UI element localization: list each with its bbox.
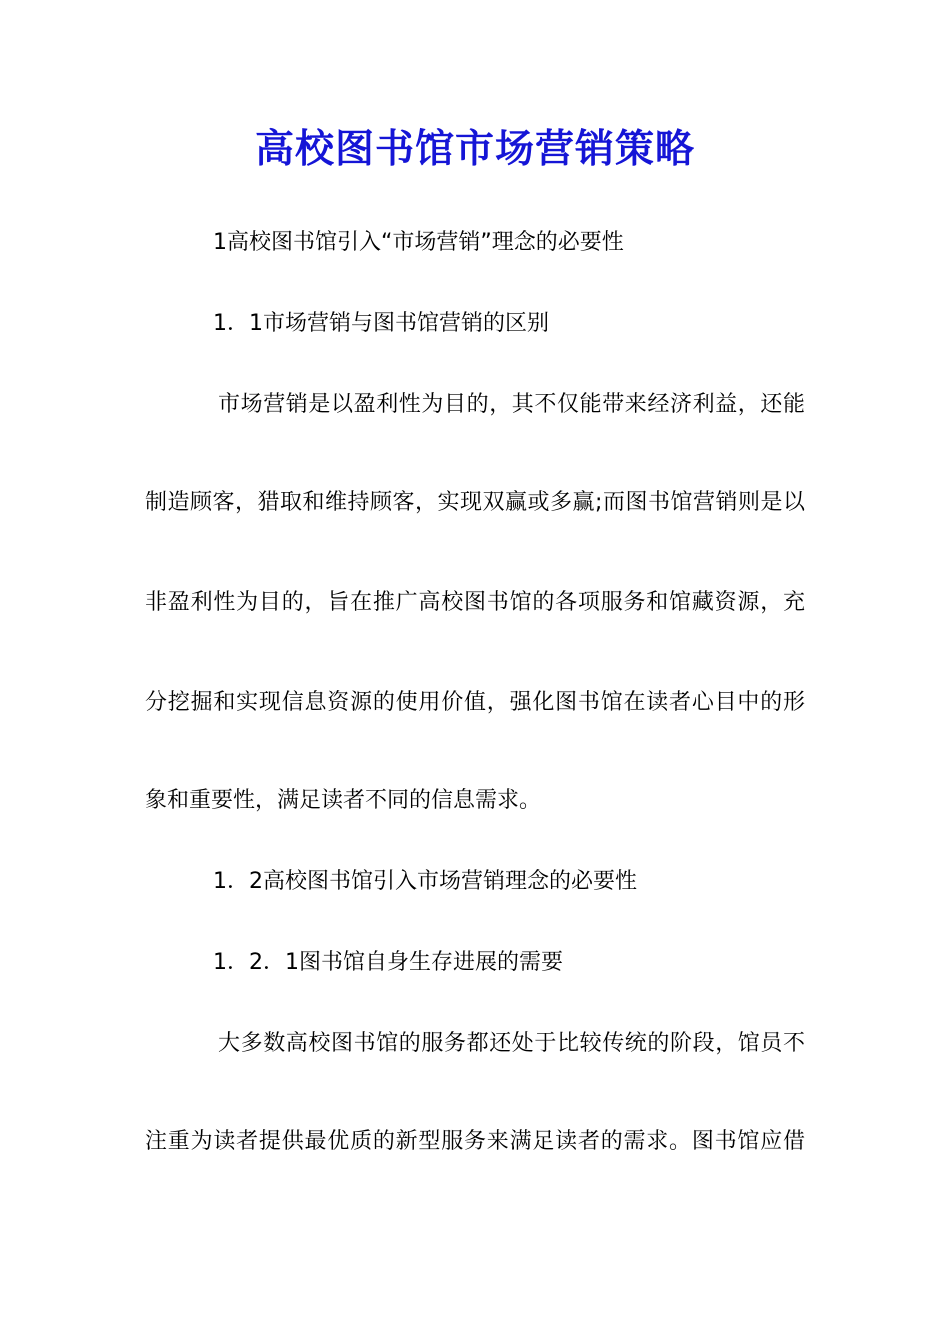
section-heading-1-2: 1．2高校图书馆引入市场营销理念的必要性	[213, 869, 637, 894]
section-heading-1-2-1: 1．2．1图书馆自身生存进展的需要	[213, 950, 563, 975]
paragraph-line: 非盈利性为目的，旨在推广高校图书馆的各项服务和馆藏资源，充	[145, 590, 805, 615]
paragraph-line: 注重为读者提供最优质的新型服务来满足读者的需求。图书馆应借	[145, 1129, 805, 1154]
section-heading-1: 1高校图书馆引入“市场营销”理念的必要性	[213, 230, 624, 255]
section-heading-1-1: 1．1市场营销与图书馆营销的区别	[213, 311, 549, 336]
paragraph-line: 象和重要性，满足读者不同的信息需求。	[145, 788, 542, 813]
paragraph-line: 大多数高校图书馆的服务都还处于比较传统的阶段，馆员不	[218, 1031, 805, 1056]
document-title: 高校图书馆市场营销策略	[254, 126, 695, 172]
paragraph-line: 分挖掘和实现信息资源的使用价值，强化图书馆在读者心目中的形	[145, 690, 805, 715]
paragraph-line: 制造顾客，猎取和维持顾客，实现双赢或多赢;而图书馆营销则是以	[145, 490, 805, 515]
paragraph-line: 市场营销是以盈利性为目的，其不仅能带来经济利益，还能	[218, 392, 805, 417]
